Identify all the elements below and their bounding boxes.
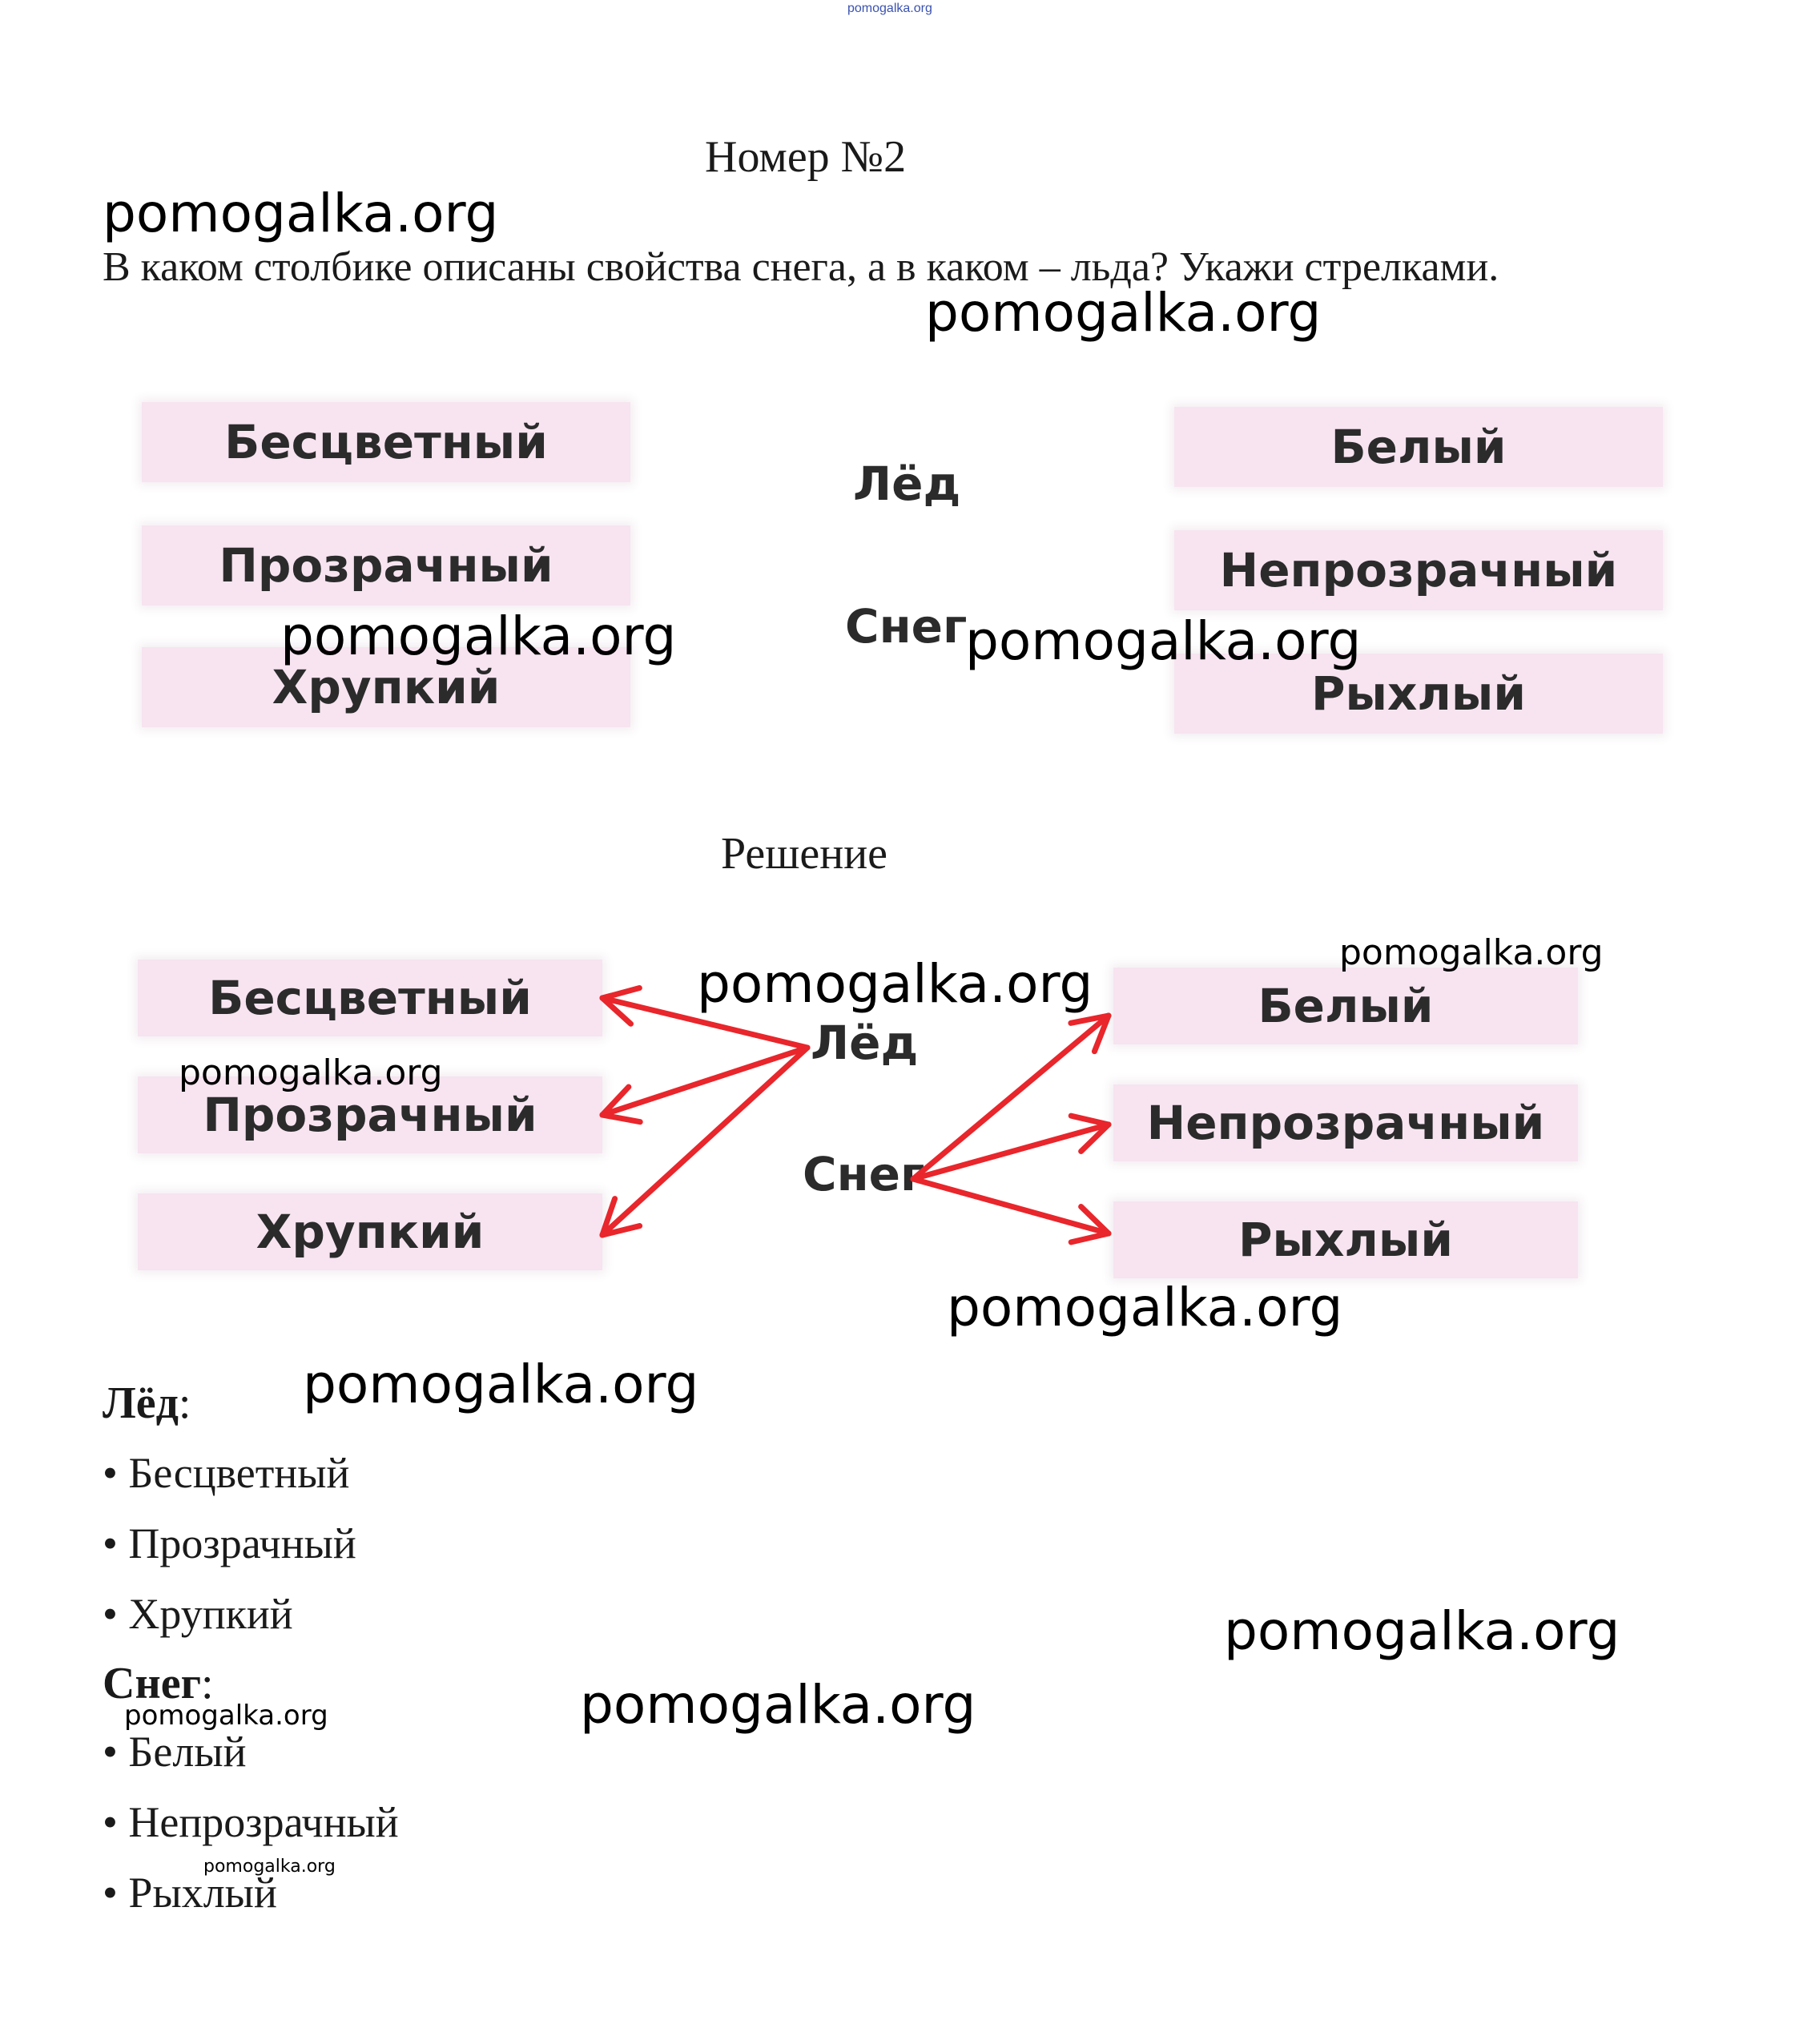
solution-left-box-1: Бесцветный xyxy=(138,960,602,1036)
watermark: pomogalka.org xyxy=(203,1857,336,1877)
solution-label-snow: Снег xyxy=(803,1147,925,1201)
answer-ice-heading xyxy=(103,1378,191,1429)
solution-title: Решение xyxy=(721,829,888,879)
answer-snow-heading-text: Снег xyxy=(103,1659,201,1708)
answer-snow-item-2: • Непрозрачный xyxy=(103,1798,399,1846)
watermark: pomogalka.org xyxy=(1339,932,1604,973)
arrow-snow-to-opaque xyxy=(913,1116,1109,1179)
arrow-snow-to-loose xyxy=(913,1179,1109,1242)
answer-snow-item-1: • Белый xyxy=(103,1728,247,1776)
watermark: pomogalka.org xyxy=(179,1052,443,1093)
answer-ice-item-2: • Прозрачный xyxy=(103,1519,356,1567)
exercise-right-box-1: Белый xyxy=(1174,407,1663,487)
solution-label-ice: Лёд xyxy=(811,1016,919,1070)
answer-ice-heading-text: Лёд xyxy=(103,1378,179,1428)
watermark: pomogalka.org xyxy=(947,1277,1343,1338)
answer-ice-item-3: • Хрупкий xyxy=(103,1590,293,1638)
watermark: pomogalka.org xyxy=(697,953,1093,1015)
page-title: Номер №2 xyxy=(705,132,907,182)
exercise-left-box-2: Прозрачный xyxy=(142,525,630,606)
task-text: В каком столбике описаны свойства снега, а в каком – льда? Укажи стрелками. xyxy=(103,244,1499,290)
exercise-label-ice: Лёд xyxy=(853,457,961,511)
watermark: pomogalka.org xyxy=(925,282,1322,344)
answer-snow-colon: : xyxy=(201,1659,214,1708)
arrow-ice-to-brittle xyxy=(602,1048,807,1235)
solution-left-box-3: Хрупкий xyxy=(138,1193,602,1270)
watermark: pomogalka.org xyxy=(103,183,499,244)
answer-snow-item-3: • Рыхлый xyxy=(103,1869,277,1917)
arrow-ice-to-transparent xyxy=(602,1048,807,1122)
watermark: pomogalka.org xyxy=(580,1674,976,1736)
exercise-right-box-3: Рыхлый xyxy=(1174,654,1663,734)
solution-right-box-2: Непрозрачный xyxy=(1113,1084,1578,1161)
watermark: pomogalka.org xyxy=(1224,1600,1620,1662)
answer-ice-item-1: • Бесцветный xyxy=(103,1449,350,1497)
watermark: pomogalka.org xyxy=(965,610,1362,672)
watermark: pomogalka.org xyxy=(280,606,677,667)
watermark: pomogalka.org xyxy=(124,1700,328,1732)
answer-ice-colon: : xyxy=(178,1378,191,1428)
exercise-label-snow: Снег xyxy=(845,599,968,654)
solution-left-box-2: Прозрачный xyxy=(138,1076,602,1153)
exercise-left-box-3: Хрупкий xyxy=(142,647,630,727)
exercise-right-box-2: Непрозрачный xyxy=(1174,530,1663,610)
solution-right-box-1: Белый xyxy=(1113,968,1578,1044)
exercise-left-box-1: Бесцветный xyxy=(142,402,630,482)
solution-right-box-3: Рыхлый xyxy=(1113,1201,1578,1278)
top-watermark: pomogalka.org xyxy=(847,2,932,15)
watermark: pomogalka.org xyxy=(303,1354,699,1415)
